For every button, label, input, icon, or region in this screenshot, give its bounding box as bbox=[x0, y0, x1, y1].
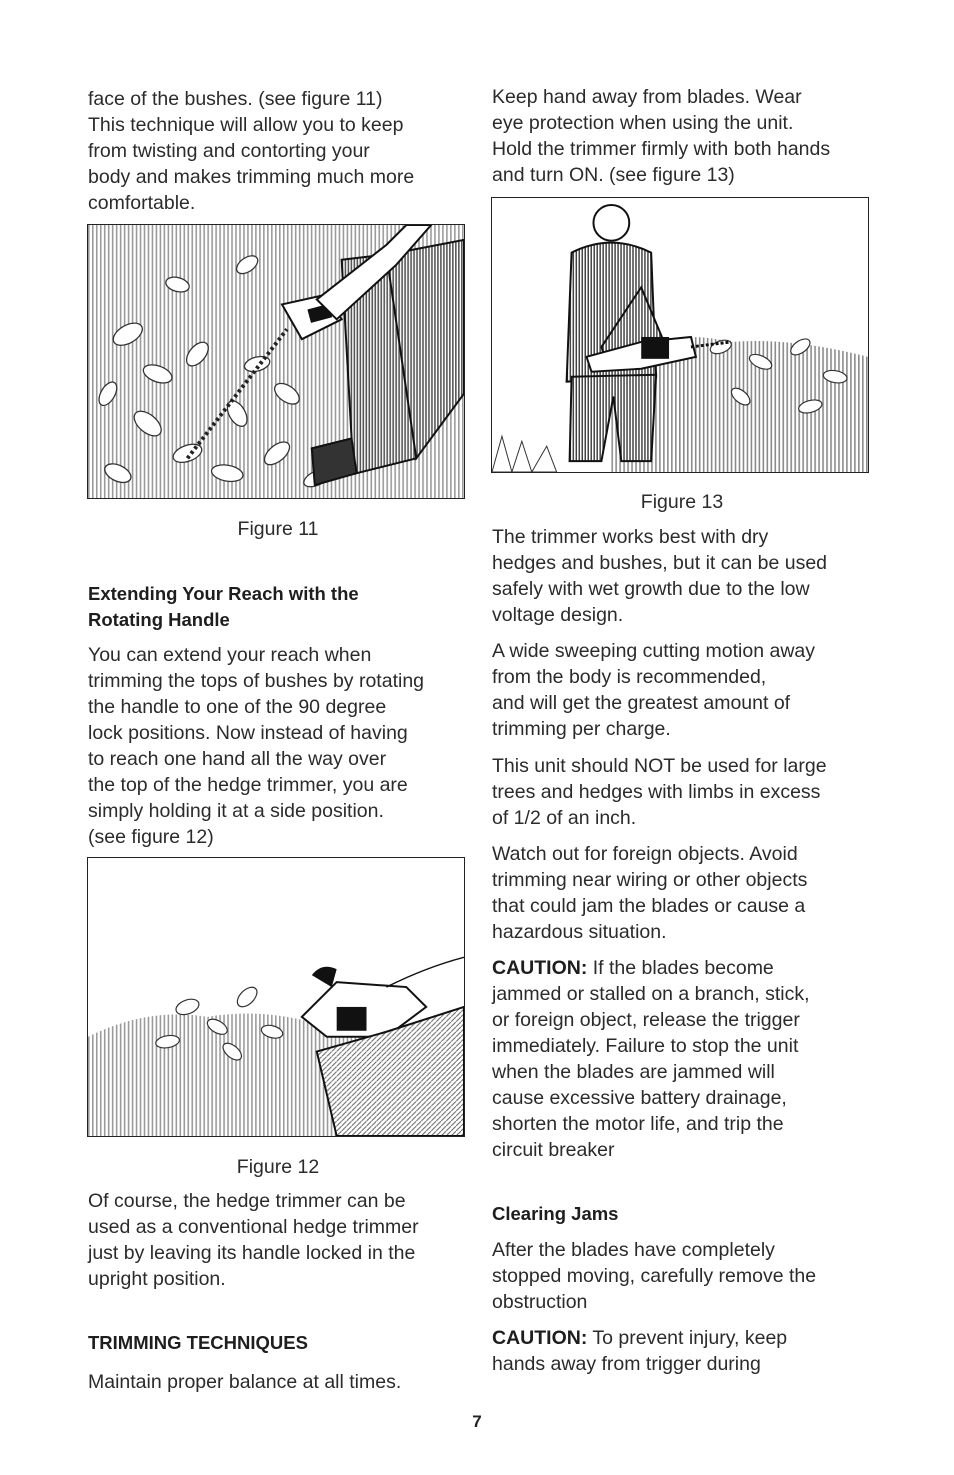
balance-paragraph: Maintain proper balance at all times. bbox=[88, 1371, 402, 1393]
conventional-use-paragraph: Of course, the hedge trimmer can be used as a conventional hedge trimmer just by leaving its handle locked in the upright position. bbox=[88, 1190, 419, 1290]
page-number: 7 bbox=[472, 1412, 482, 1431]
caution-jammed-paragraph bbox=[492, 955, 882, 1163]
clearing-jams-paragraph: After the blades have completely stopped moving, carefully remove the obstruction bbox=[492, 1239, 817, 1313]
figure-13-illustration bbox=[491, 197, 869, 473]
figure-13-caption: Figure 13 bbox=[640, 491, 724, 513]
figure-12-caption: Figure 12 bbox=[236, 1156, 320, 1178]
heading-rotating-handle: Extending Your Reach with the Rotating Handle bbox=[88, 583, 359, 630]
intro-paragraph-right: Keep hand away from blades. Wear eye protection when using the unit. Hold the trimmer firmly with both hands and turn ON. (see figure 13) bbox=[492, 86, 831, 186]
caution-label-2: CAUTION: bbox=[492, 1327, 588, 1349]
heading-clearing-jams: Clearing Jams bbox=[492, 1203, 619, 1224]
heading-trimming-techniques: TRIMMING TECHNIQUES bbox=[88, 1332, 308, 1353]
sweeping-motion-paragraph: A wide sweeping cutting motion away from the body is recommended, and will get the greatest amount of trimming per charge. bbox=[492, 640, 816, 740]
figure-11-caption: Figure 11 bbox=[237, 518, 319, 540]
foreign-objects-paragraph: Watch out for foreign objects. Avoid trimming near wiring or other objects that could jam the blades or cause a hazardous situation. bbox=[492, 843, 808, 943]
figure-12-illustration bbox=[87, 857, 465, 1137]
figure-11-illustration bbox=[87, 224, 465, 499]
caution-label: CAUTION: bbox=[492, 957, 588, 979]
caution-trigger-paragraph bbox=[492, 1325, 882, 1377]
intro-paragraph-left: face of the bushes. (see figure 11) This technique will allow you to keep from twisting and contorting your body and makes trimming much more comfortable. bbox=[88, 88, 415, 214]
large-trees-paragraph: This unit should NOT be used for large trees and hedges with limbs in excess of 1/2 of an inch. bbox=[492, 755, 827, 829]
dry-hedges-paragraph: The trimmer works best with dry hedges and bushes, but it can be used safely with wet growth due to the low voltage design. bbox=[492, 526, 828, 626]
caution-trigger-text: To prevent injury, keep hands away from trigger during bbox=[492, 1327, 788, 1375]
caution-jammed-text: If the blades become jammed or stalled on a branch, stick, or foreign object, release the trigger immediately. Failure to stop the unit when the blades are jammed will cause excessive battery drainage, shorten the motor life, and trip the circuit breaker bbox=[492, 957, 810, 1161]
rotating-handle-paragraph: You can extend your reach when trimming the tops of bushes by rotating the handle to one of the 90 degree lock positions. Now instead of having to reach one hand all the way over the top of the hedge trimmer, you are simply holding it at a side position. (see figure 12) bbox=[88, 644, 425, 848]
